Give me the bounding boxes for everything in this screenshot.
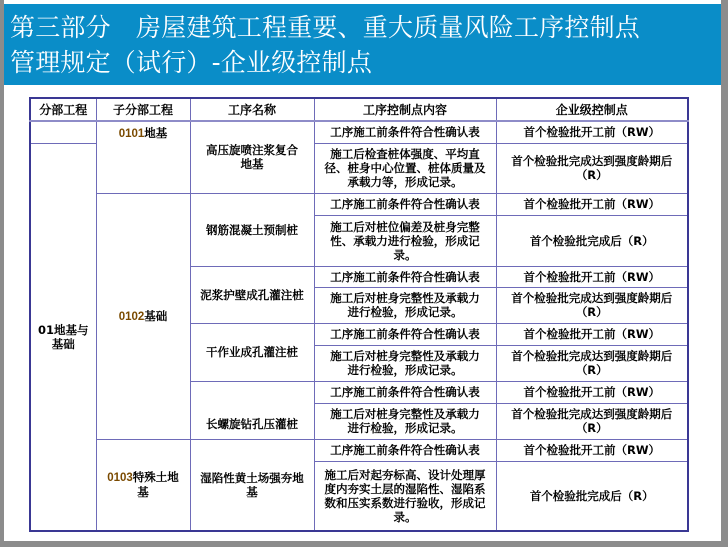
control-content-cell: 工序施工前条件符合性确认表	[314, 266, 496, 287]
header-division: 分部工程	[30, 98, 96, 121]
process-name-cell: 钢筋混凝土预制桩	[190, 193, 314, 266]
table-header-row	[30, 98, 688, 121]
enterprise-control-cell: 首个检验批完成后（R）	[496, 461, 688, 531]
table-row	[30, 193, 688, 215]
enterprise-control-cell: 首个检验批完成后（R）	[496, 215, 688, 266]
enterprise-control-cell: 首个检验批开工前（RW）	[496, 266, 688, 287]
control-content-cell: 工序施工前条件符合性确认表	[314, 323, 496, 345]
control-content-cell: 施工后检查桩体强度、平均直径、桩身中心位置、桩体质量及承载力等，形成记录。	[314, 143, 496, 193]
header-control-content: 工序控制点内容	[314, 98, 496, 121]
enterprise-control-cell: 首个检验批完成达到强度龄期后（R）	[496, 287, 688, 323]
enterprise-control-cell: 首个检验批开工前（RW）	[496, 193, 688, 215]
process-name-cell: 长螺旋钻孔压灌桩	[190, 381, 314, 439]
control-content-cell: 工序施工前条件符合性确认表	[314, 381, 496, 403]
enterprise-control-cell: 首个检验批开工前（RW）	[496, 323, 688, 345]
enterprise-control-cell: 首个检验批开工前（RW）	[496, 381, 688, 403]
control-content-cell: 工序施工前条件符合性确认表	[314, 439, 496, 461]
process-name-cell: 湿陷性黄土场强夯地基	[190, 439, 314, 531]
control-content-cell: 施工后对桩位偏差及桩身完整性、承载力进行检验，形成记录。	[314, 215, 496, 266]
subdivision-cell-0101: 0101地基	[96, 121, 190, 193]
control-content-cell: 施工后对桩身完整性及承载力进行检验，形成记录。	[314, 287, 496, 323]
enterprise-control-cell: 首个检验批开工前（RW）	[496, 439, 688, 461]
process-name-cell: 干作业成孔灌注桩	[190, 323, 314, 381]
control-point-table	[29, 97, 689, 532]
enterprise-control-cell: 首个检验批完成达到强度龄期后（R）	[496, 143, 688, 193]
process-name-cell: 泥浆护壁成孔灌注桩	[190, 266, 314, 323]
control-content-cell: 施工后对桩身完整性及承载力进行检验，形成记录。	[314, 403, 496, 439]
process-name-cell: 高压旋喷注浆复合地基	[190, 121, 314, 193]
control-content-cell: 工序施工前条件符合性确认表	[314, 121, 496, 143]
header-subdivision: 子分部工程	[96, 98, 190, 121]
slide-title-line-2: 管理规定（试行）-企业级控制点	[10, 48, 373, 77]
table-row	[30, 439, 688, 461]
subdivision-cell-0103: 0103特殊土地基	[96, 439, 190, 531]
enterprise-control-cell: 首个检验批完成达到强度龄期后（R）	[496, 345, 688, 381]
control-content-cell: 施工后对桩身完整性及承载力进行检验，形成记录。	[314, 345, 496, 381]
division-cell: 01地基与基础	[30, 143, 96, 531]
header-enterprise-control: 企业级控制点	[496, 98, 688, 121]
division-cell-empty	[30, 121, 96, 143]
header-process-name: 工序名称	[190, 98, 314, 121]
enterprise-control-cell: 首个检验批开工前（RW）	[496, 121, 688, 143]
control-content-cell: 工序施工前条件符合性确认表	[314, 193, 496, 215]
title-bar	[4, 4, 721, 85]
enterprise-control-cell: 首个检验批完成达到强度龄期后（R）	[496, 403, 688, 439]
subdivision-cell-0102: 0102基础	[96, 193, 190, 439]
table-row	[30, 121, 688, 143]
slide-title-line-1: 第三部分 房屋建筑工程重要、重大质量风险工序控制点	[10, 13, 641, 42]
control-content-cell: 施工后对起夯标高、设计处理厚度内夯实土层的湿陷性、湿陷系数和压实系数进行验收，形成记录。	[314, 461, 496, 531]
